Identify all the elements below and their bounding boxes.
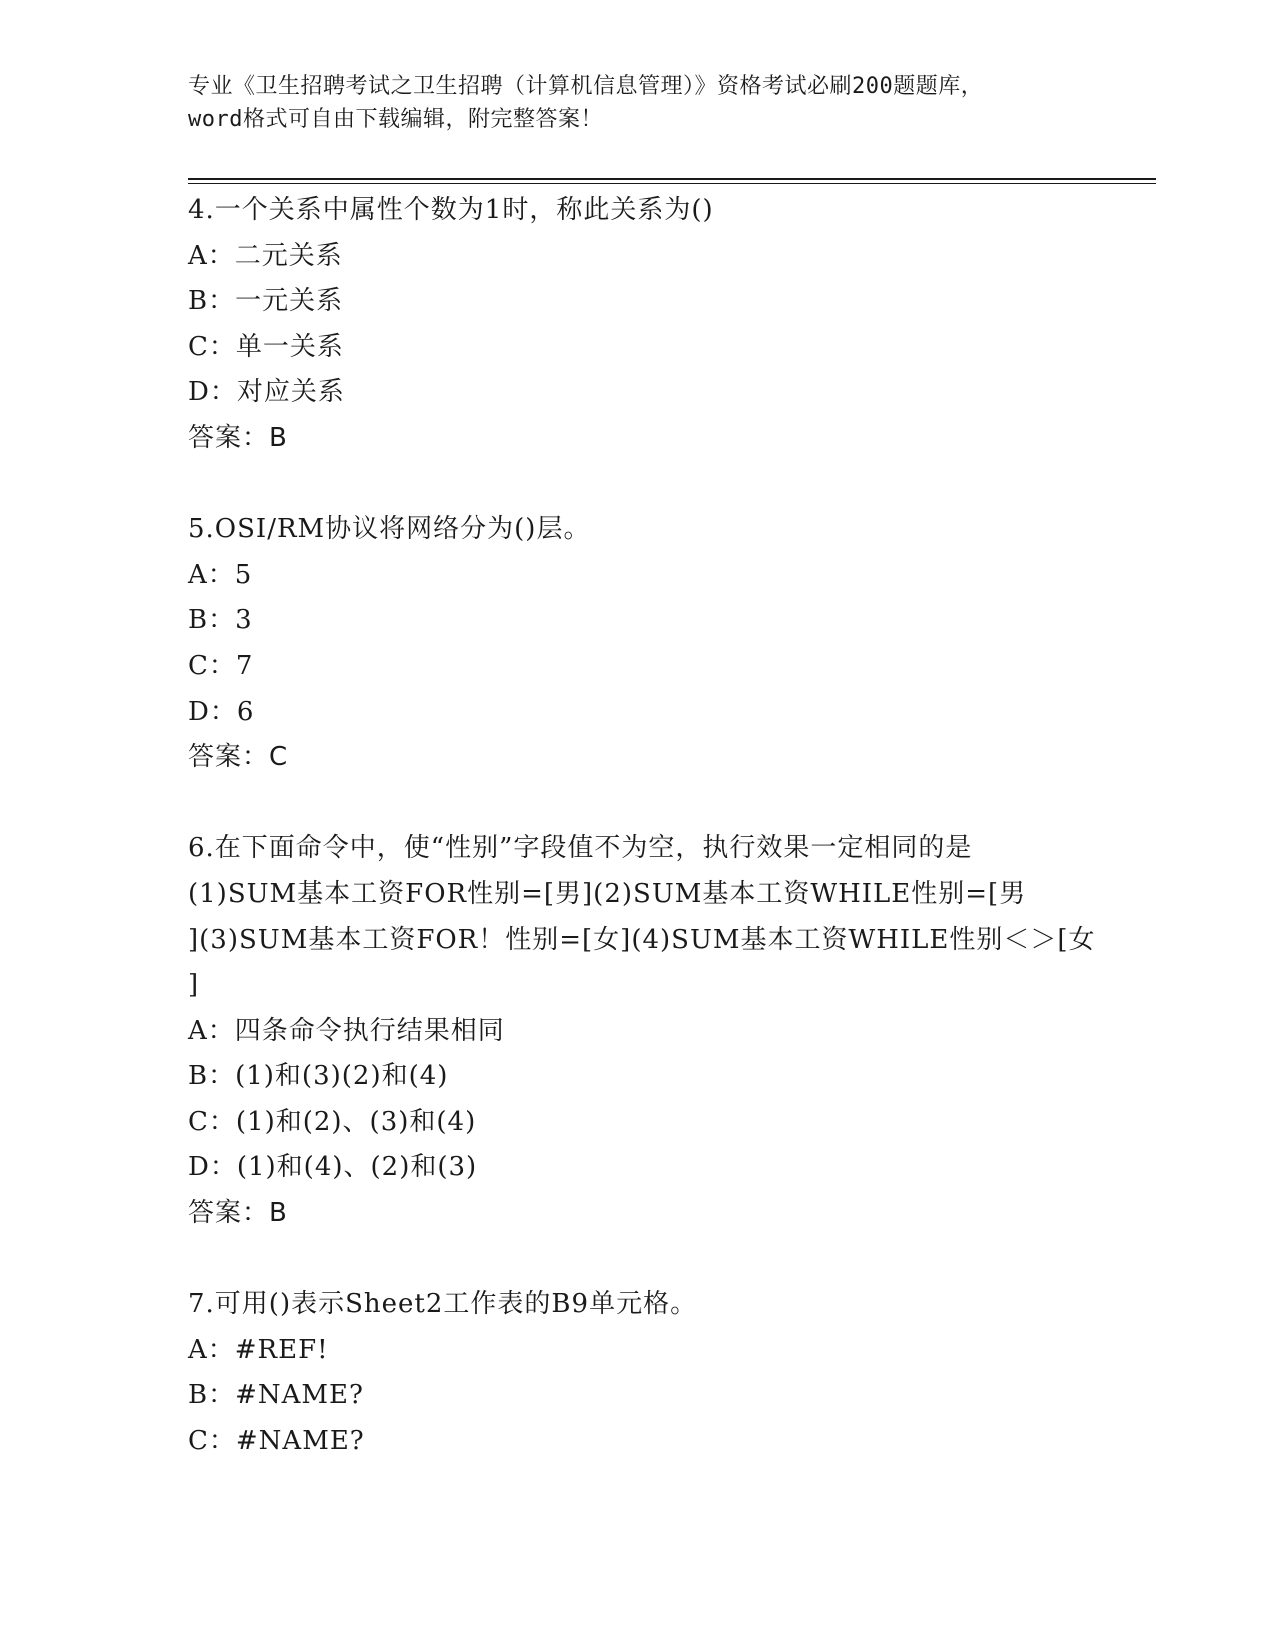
option-d: D：(1)和(4)、(2)和(3) xyxy=(188,1152,478,1183)
answer: 答案：B xyxy=(188,1198,288,1229)
option-b: B：#NAME? xyxy=(188,1380,364,1411)
question-6 xyxy=(188,826,1128,1236)
question-text-line-4: ] xyxy=(188,970,200,1001)
option-d: D：6 xyxy=(188,696,255,727)
header-divider-thin xyxy=(188,183,1156,184)
option-a: A：四条命令执行结果相同 xyxy=(188,1015,505,1046)
question-text: 4.一个关系中属性个数为1时，称此关系为() xyxy=(188,195,714,225)
option-c: C：7 xyxy=(188,650,254,681)
question-7 xyxy=(188,1282,1128,1464)
option-c: C：(1)和(2)、(3)和(4) xyxy=(188,1106,477,1137)
question-5 xyxy=(188,507,1128,781)
option-b: B：(1)和(3)(2)和(4) xyxy=(188,1061,449,1092)
option-c: C：单一关系 xyxy=(188,331,344,362)
header-divider-thick xyxy=(188,178,1156,180)
option-a: A：#REF! xyxy=(188,1334,329,1365)
option-b: B：一元关系 xyxy=(188,286,344,317)
header-line-1: 专业《卫生招聘考试之卫生招聘（计算机信息管理）》资格考试必刷200题题库， xyxy=(188,74,984,99)
question-4 xyxy=(188,188,1128,462)
option-a: A：5 xyxy=(188,559,253,590)
question-text: 5.OSI/RM协议将网络分为()层。 xyxy=(188,514,591,545)
document-header xyxy=(188,70,1108,136)
question-text-line-3: ](3)SUM基本工资FOR！性别=[女](4)SUM基本工资WHILE性别＜＞[女 xyxy=(188,924,1096,955)
question-text-line-2: (1)SUM基本工资FOR性别=[男](2)SUM基本工资WHILE性别=[男 xyxy=(188,878,1027,909)
question-text-line-1: 6.在下面命令中，使“性别”字段值不为空，执行效果一定相同的是 xyxy=(188,833,973,864)
answer: 答案：B xyxy=(188,422,288,453)
option-c: C：#NAME? xyxy=(188,1426,365,1457)
option-d: D：对应关系 xyxy=(188,377,345,408)
option-b: B：3 xyxy=(188,605,253,636)
question-text: 7.可用()表示Sheet2工作表的B9单元格。 xyxy=(188,1289,698,1320)
header-line-2: word格式可自由下载编辑，附完整答案！ xyxy=(188,107,603,132)
question-list xyxy=(188,188,1128,1510)
option-a: A：二元关系 xyxy=(188,240,343,271)
answer: 答案：C xyxy=(188,742,289,773)
